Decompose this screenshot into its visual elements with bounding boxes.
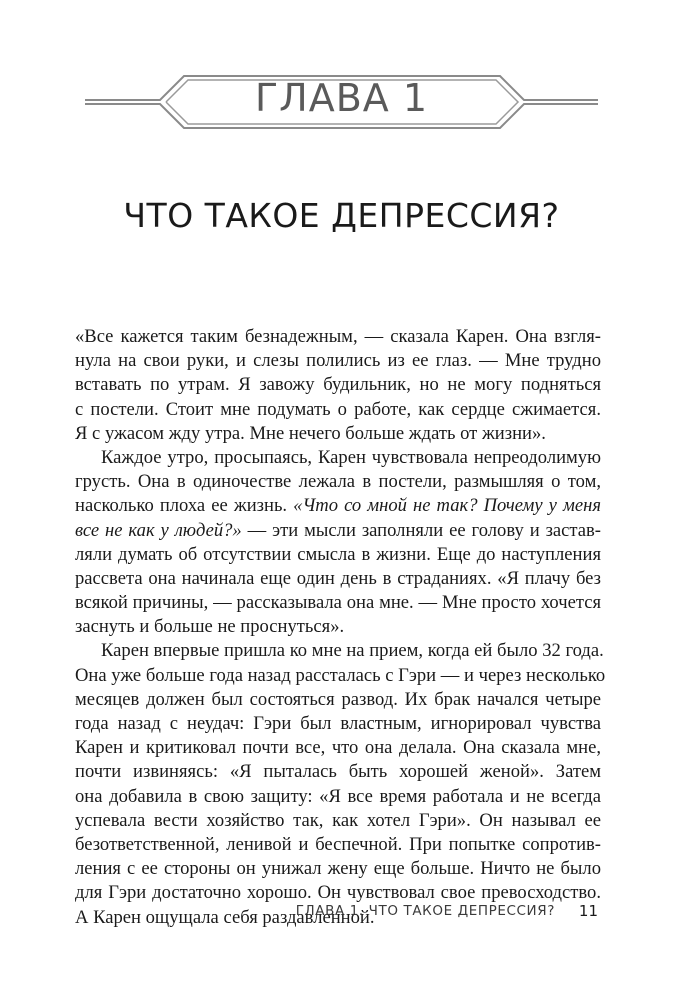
text-line: грусть. Она в одиночестве лежала в постели, размышляя о том, [75, 471, 601, 493]
chapter-label: ГЛАВА 1 [254, 76, 429, 120]
text-line [75, 519, 601, 543]
text-line: «Все кажется таким безнадежным, — сказала Карен. Она взгля- [75, 326, 601, 347]
text-line: года назад с неудач: Гэри был властным, игнорировал чувства [75, 713, 601, 734]
text-line: ления с ее стороны он унижал жену еще больше. Ничто не было [75, 858, 601, 880]
running-head: ГЛАВА 1. ЧТО ТАКОЕ ДЕПРЕССИЯ? [295, 903, 555, 919]
text-line: нула на свои руки, и слезы полились из ее глаз. — Мне трудно [75, 350, 601, 372]
text-line [75, 494, 601, 518]
text-line: с постели. Стоит мне подумать о работе, как сердце сжимается. [75, 398, 601, 420]
text-line: Карен и критиковал почти все, что она делала. Она сказала мне, [75, 737, 601, 759]
text-line: заснуть и больше не проснуться». [75, 616, 345, 638]
text-run: насколько плоха ее жизнь. [75, 495, 294, 517]
text-line: для Гэри достаточно хорошо. Он чувствовал свое превосходство. [75, 882, 601, 904]
text-line: безответственной, ленивой и беспечной. При попытке сопротив- [75, 833, 601, 855]
body-text [75, 325, 606, 930]
chapter-banner [0, 0, 683, 140]
text-run: — эти мысли заполняли ее голову и застав- [241, 519, 601, 541]
text-line: всякой причины, — рассказывала она мне. — Мне просто хочется [75, 592, 601, 614]
text-line: Каждое утро, просыпаясь, Карен чувствовала непреодолимую [101, 446, 601, 468]
italic-quote: все не как у людей?» [75, 519, 242, 541]
text-line: Я с ужасом жду утра. Мне нечего больше ждать от жизни». [75, 422, 546, 444]
text-line: ляли думать об отсутствии смысла в жизни. Еще до наступления [75, 543, 601, 565]
text-line: Карен впервые пришла ко мне на прием, когда ей было 32 года. [101, 640, 604, 662]
text-line: А Карен ощущала себя раздавленной. [75, 906, 375, 928]
text-line: она добавила в свою защиту: «Я все время работала и не всегда [75, 785, 601, 807]
chapter-title: ЧТО ТАКОЕ ДЕПРЕССИЯ? [123, 196, 560, 235]
page-number: 11 [578, 902, 598, 920]
text-line: почти извиняясь: «Я пыталась быть хорошей женой». Затем [75, 761, 601, 783]
text-line: рассвета она начинала еще один день в страданиях. «Я плачу без [75, 567, 601, 589]
text-line: успевала вести хозяйство так, как хотел Гэри». Он называл ее [75, 809, 601, 831]
text-line: вставать по утрам. Я завожу будильник, но не могу подняться [75, 374, 601, 396]
text-line: месяцев должен был состояться развод. Их брак начался четыре [75, 688, 601, 710]
page-footer [0, 903, 683, 927]
italic-quote: «Что со мной не так? Почему у меня [293, 495, 601, 517]
text-line: Она уже больше года назад рассталась с Гэри — и через несколько [75, 664, 606, 686]
